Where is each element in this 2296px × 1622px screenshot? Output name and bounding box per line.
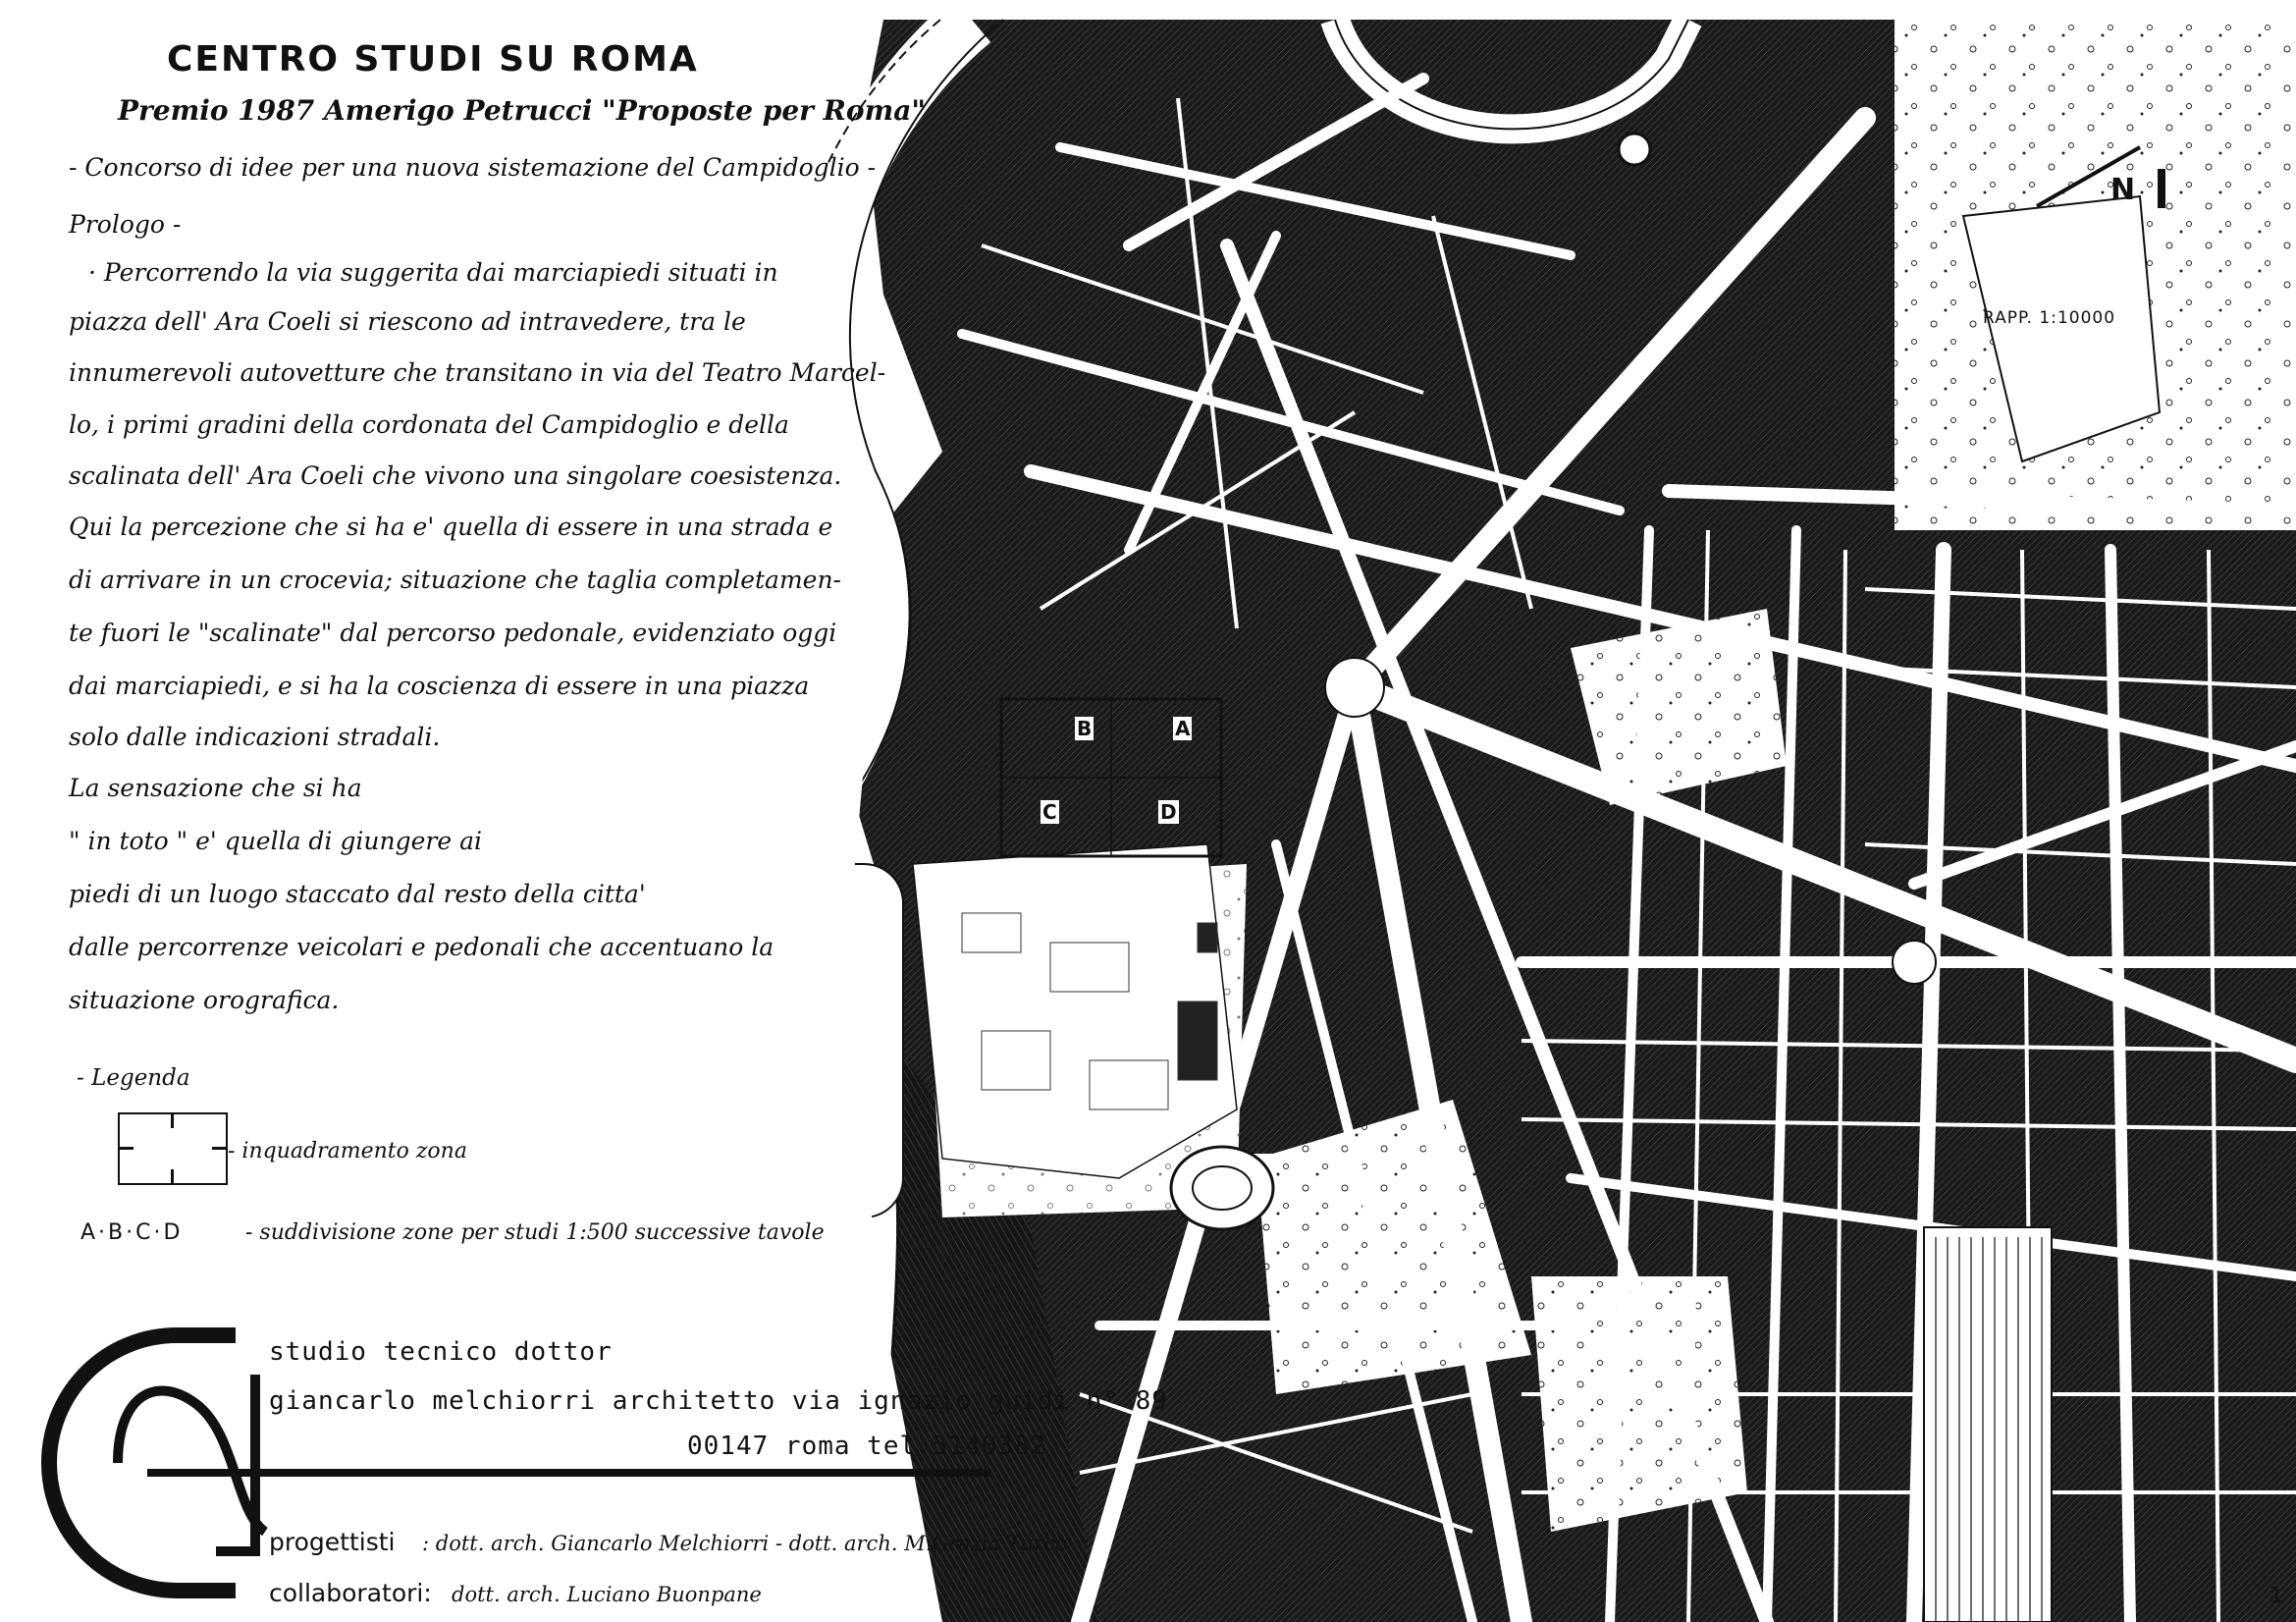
collaborators-label: collaboratori: xyxy=(269,1579,432,1607)
text-line: piedi di un luogo staccato dal resto della citta' xyxy=(69,880,646,908)
designers-label: progettisti xyxy=(269,1528,396,1556)
studio-line-3: 00147 roma tel.5140382 xyxy=(687,1432,1047,1461)
text-line: dalle percorrenze veicolari e pedonali che accentuano la xyxy=(69,933,774,961)
studio-line-1: studio tecnico dottor xyxy=(269,1337,613,1367)
collaborators-names: dott. arch. Luciano Buonpane xyxy=(452,1583,762,1606)
text-line: te fuori le "scalinate" dal percorso pedonale, evidenziato oggi xyxy=(69,619,837,647)
studio-line-2: giancarlo melchiorri architetto via ignazio guidi n° 89 xyxy=(269,1386,1168,1416)
text-line: solo dalle indicazioni stradali. xyxy=(69,723,441,751)
text-line: scalinata dell' Ara Coeli che vivono una singolare coesistenza. xyxy=(69,461,842,490)
legend-label-frame: - inquadramento zona xyxy=(228,1139,467,1163)
north-label: N xyxy=(2110,173,2136,207)
page-title: CENTRO STUDI SU ROMA xyxy=(167,39,699,80)
page-subtitle: Premio 1987 Amerigo Petrucci "Proposte per Roma" xyxy=(118,94,926,127)
designers-names: : dott. arch. Giancarlo Melchiorri - dott. arch. M.Grazia Turco xyxy=(422,1532,1068,1555)
page-number: 1 xyxy=(2269,1584,2283,1608)
zone-label-a: A xyxy=(1175,717,1191,740)
text-line: Qui la percezione che si ha e' quella di essere in una strada e xyxy=(69,513,833,541)
text-line: piazza dell' Ara Coeli si riescono ad intravedere, tra le xyxy=(69,307,746,336)
map-scale: RAPP. 1:10000 xyxy=(1983,308,2116,328)
text-line: dai marciapiedi, e si ha la coscienza di essere in una piazza xyxy=(69,672,810,700)
text-line: lo, i primi gradini della cordonata del Campidoglio e della xyxy=(69,410,789,439)
legend-title: - Legenda xyxy=(77,1065,190,1091)
zone-label-c: C xyxy=(1042,800,1057,824)
legend-symbol-zones: A·B·C·D xyxy=(80,1220,184,1245)
pantheon xyxy=(1619,134,1650,165)
legend-label-zones: - suddivisione zone per studi 1:500 successive tavole xyxy=(245,1220,825,1245)
text-line: di arrivare in un crocevia; situazione che taglia completamen- xyxy=(69,566,841,594)
section-heading: Prologo - xyxy=(69,210,182,239)
zone-label-d: D xyxy=(1160,800,1177,824)
zone-label-b: B xyxy=(1077,717,1093,740)
text-line: " in toto " e' quella di giungere ai xyxy=(69,827,482,855)
colosseum xyxy=(1171,1147,1273,1229)
legend-frame-symbol xyxy=(118,1112,228,1185)
text-line: La sensazione che si ha xyxy=(69,774,362,802)
text-line: innumerevoli autovetture che transitano in via del Teatro Marcel- xyxy=(69,358,886,387)
text-line: · Percorrendo la via suggerita dai marciapiedi situati in xyxy=(88,258,778,287)
text-line: situazione orografica. xyxy=(69,986,340,1014)
railway xyxy=(1924,1227,2052,1622)
competition-heading: - Concorso di idee per una nuova sistemazione del Campidoglio - xyxy=(69,153,877,182)
